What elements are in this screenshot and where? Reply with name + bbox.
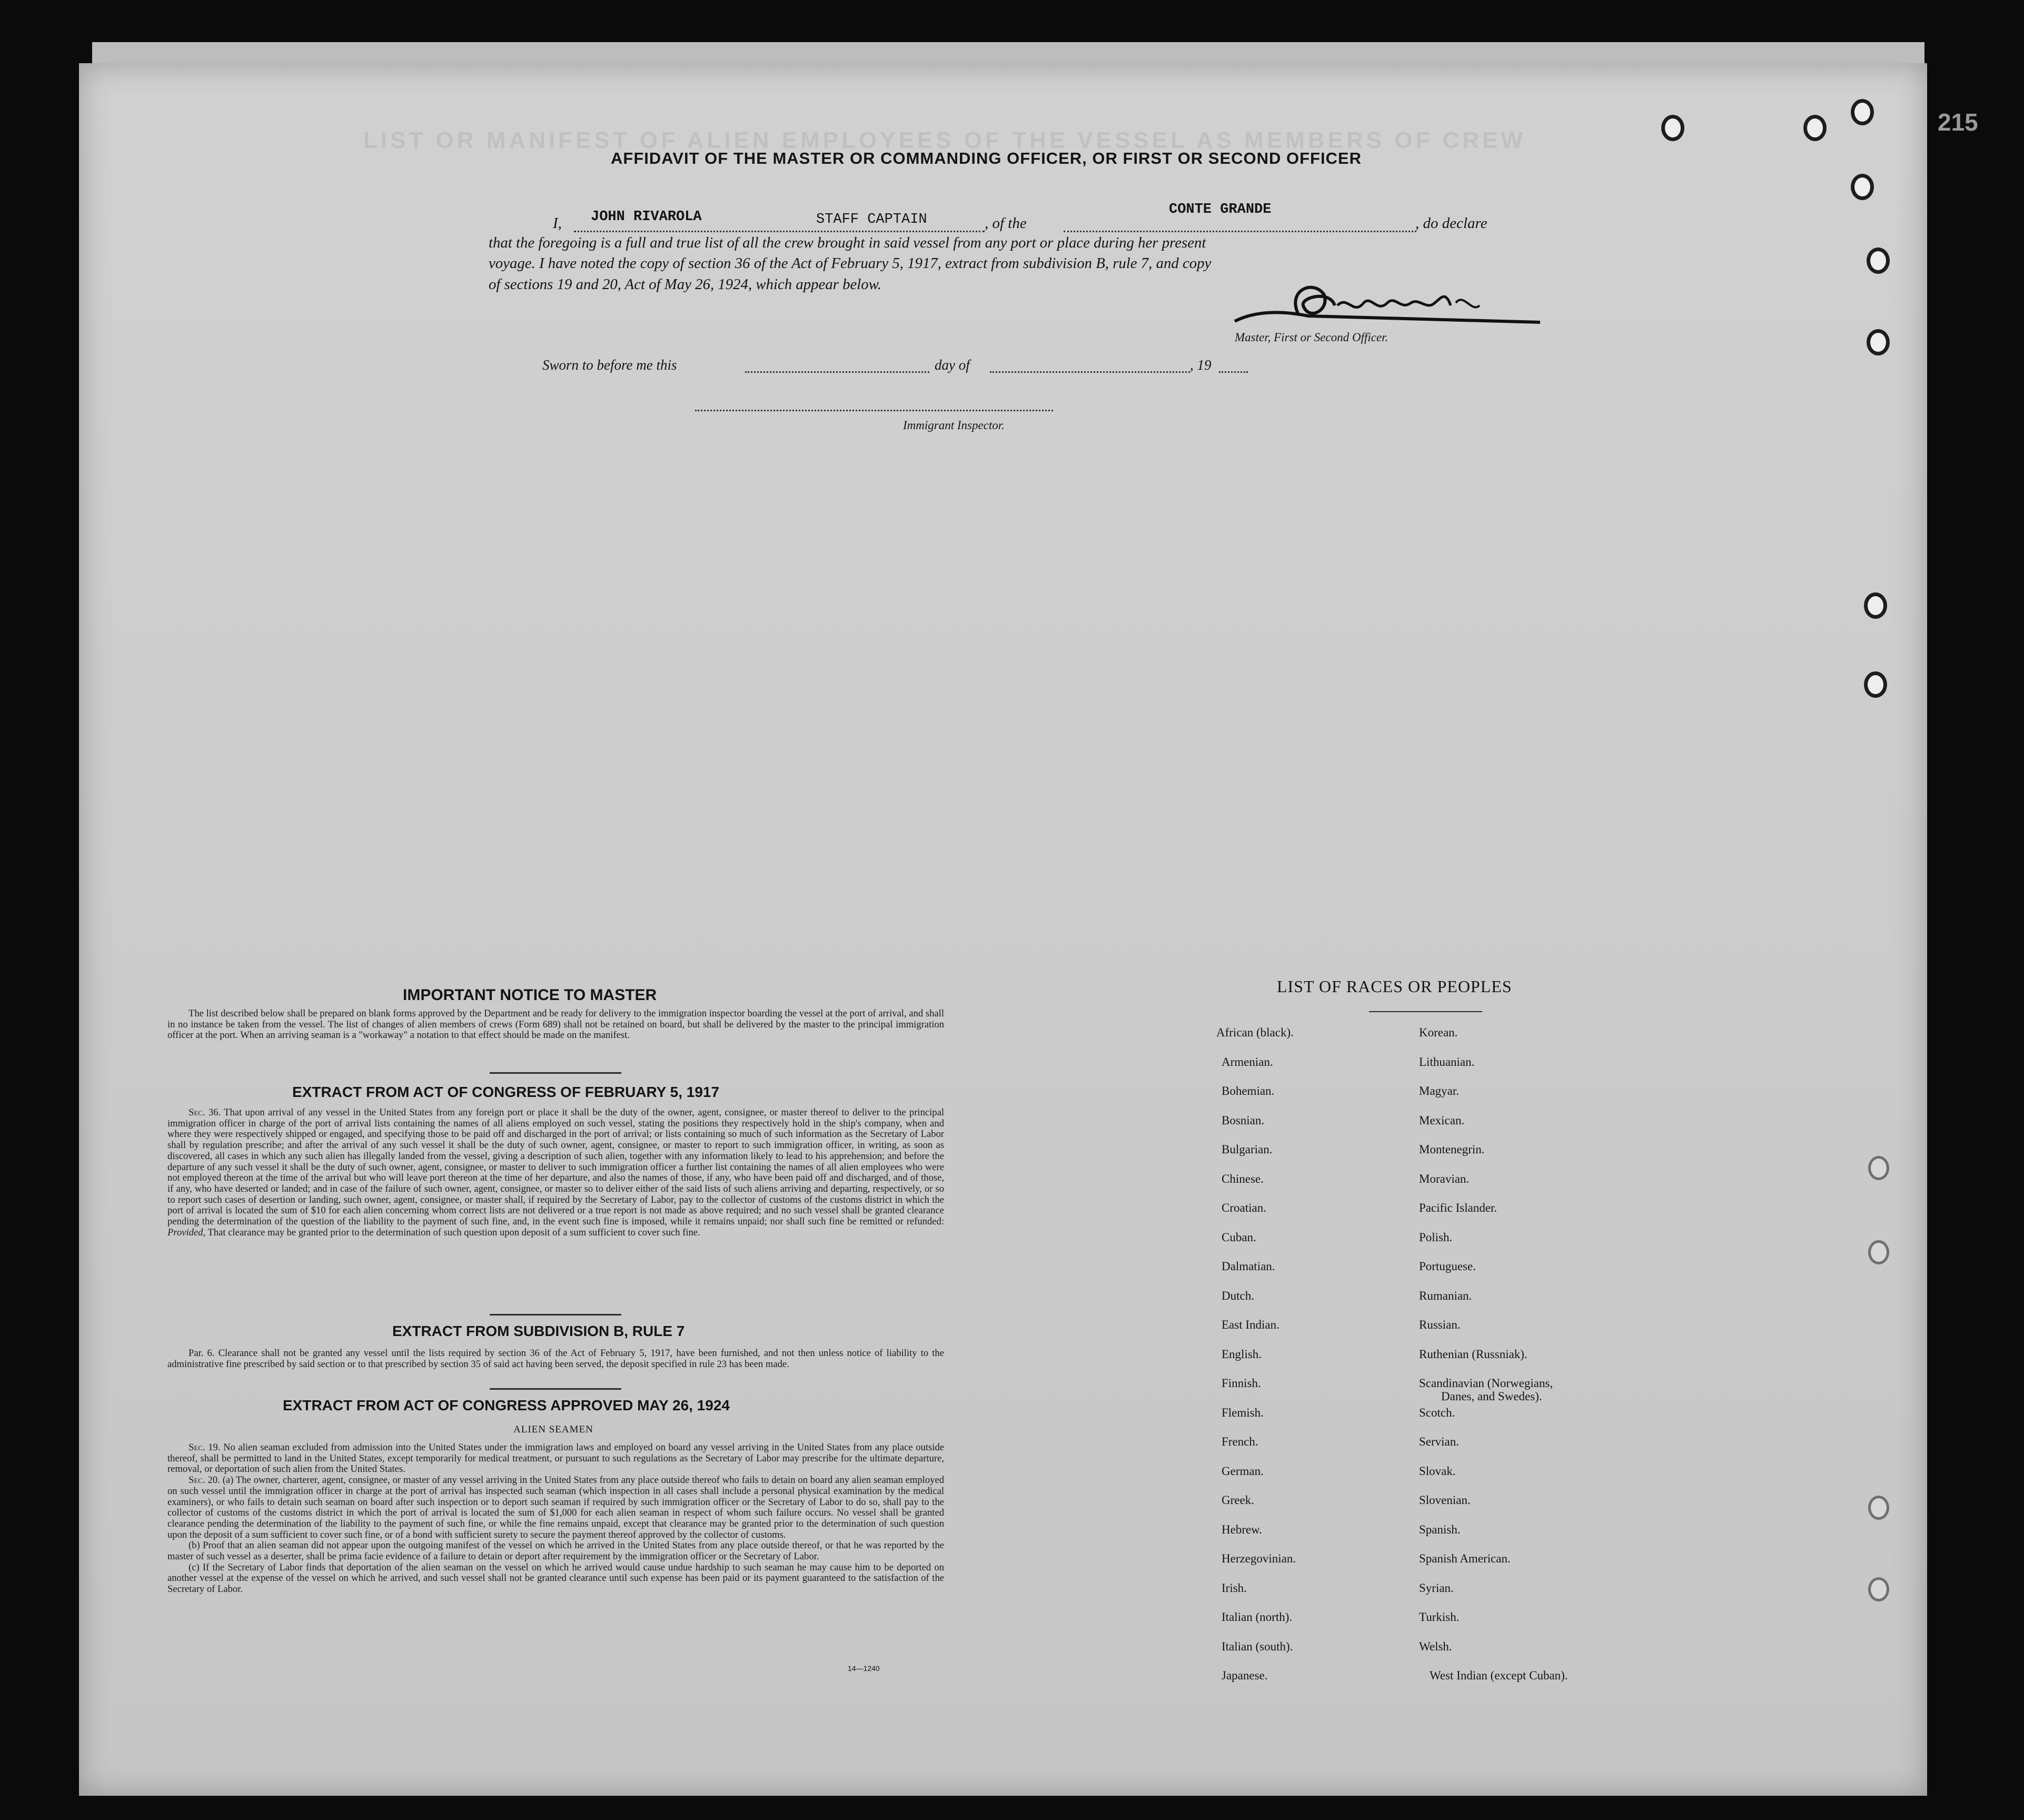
officer-signature bbox=[1224, 274, 1551, 332]
punch-hole-icon bbox=[1868, 1240, 1889, 1264]
race-item: English. bbox=[1222, 1347, 1262, 1361]
race-item: Herzegovinian. bbox=[1222, 1552, 1296, 1565]
race-item: Chinese. bbox=[1222, 1172, 1264, 1185]
race-item: Scandinavian (Norwegians, bbox=[1419, 1377, 1553, 1390]
race-item: French. bbox=[1222, 1435, 1258, 1448]
race-item: Servian. bbox=[1419, 1435, 1460, 1448]
bleed-through-header: LIST OR MANIFEST OF ALIEN EMPLOYEES OF THE VESSEL AS MEMBERS OF CREW bbox=[363, 127, 1526, 153]
punch-hole-icon bbox=[1868, 1496, 1889, 1520]
race-item: Rumanian. bbox=[1419, 1289, 1472, 1302]
race-item: Danes, and Swedes). bbox=[1441, 1390, 1542, 1403]
section-divider bbox=[490, 1072, 621, 1074]
affidavit-i-label: I, bbox=[553, 215, 562, 232]
inspector-label: Immigrant Inspector. bbox=[903, 419, 1005, 432]
punch-hole-icon bbox=[1864, 671, 1887, 698]
sworn-day-line bbox=[745, 371, 929, 373]
section-19-label: Sec. 19. bbox=[188, 1442, 221, 1453]
of-the-label: , of the bbox=[985, 215, 1027, 232]
punch-hole-icon bbox=[1851, 174, 1874, 200]
race-item: Bohemian. bbox=[1222, 1084, 1275, 1097]
section-36-label: Sec. 36. bbox=[188, 1107, 221, 1118]
race-item: Magyar. bbox=[1419, 1084, 1460, 1097]
section-36-body: That upon arrival of any vessel in the United States from any foreign port or place it shall be the duty of the owner, agent, consignee, or master thereof to deliver to the principal immigration officer in charge of the port of arrival lists containing the names of all aliens employed on such vessel, stating the positions they respectively hold in the ship's company, when and where they were respectively shipped or engaged, and specifying those to be paid off and discharged in the port of arrival; or lists containing so much of such information as the Secretary of Labor shall by regulation prescribe; and after the arrival of any such vessel it shall be the duty of such owner, agent, consignee, or master to report to such immigration officer, in writing, as soon as discovered, all cases in which any such alien has illegally landed from the vessel, giving a description of such alien, together with any information likely to lead to his apprehension; and before the departure of any such vessel it shall be the duty of such owner, agent, consignee, or master to deliver to such immigration officer a further list containing the names of all alien employees who were not employed thereon at the time of the arrival but who will leave port thereon at the time of her departure, and also the names of those, if any, who have been paid off and discharged, and of those, if any, who have deserted or landed; and in case of the failure of such owner, agent, consignee, or master so to deliver either of the said lists of such aliens arriving and departing, respectively, or so to report such cases of desertion or landing, such owner, agent, consignee, or master shall, if required by the Secretary of Labor, pay to the collector of customs of the customs district in which the port of arrival is located the sum of $10 for each alien concerning whom correct lists are not delivered or a true report is not made as above required; and no such vessel shall be granted clearance pending the determination of the question of the liability to the payment of such fine, and, in the event such fine is imposed, while it remains unpaid; nor shall such fine be remitted or refunded: bbox=[167, 1107, 944, 1228]
notice-text bbox=[167, 1008, 944, 1041]
race-item: Ruthenian (Russniak). bbox=[1419, 1347, 1527, 1361]
day-of-label: day of bbox=[935, 357, 970, 373]
race-item: Greek. bbox=[1222, 1493, 1254, 1507]
punch-hole-icon bbox=[1851, 99, 1874, 125]
vessel-name: CONTE GRANDE bbox=[1169, 202, 1272, 217]
race-item: East Indian. bbox=[1222, 1318, 1279, 1331]
race-item: Cuban. bbox=[1222, 1230, 1256, 1244]
section-divider bbox=[490, 1314, 621, 1315]
section-20a-paragraph bbox=[167, 1475, 944, 1540]
race-item: Bulgarian. bbox=[1222, 1143, 1273, 1156]
race-item: Welsh. bbox=[1419, 1639, 1452, 1653]
race-item: Dalmatian. bbox=[1222, 1260, 1275, 1273]
race-item: Dutch. bbox=[1222, 1289, 1254, 1302]
race-item: Spanish. bbox=[1419, 1522, 1461, 1536]
race-item: Spanish American. bbox=[1419, 1552, 1511, 1565]
race-item: Armenian. bbox=[1222, 1055, 1273, 1069]
do-declare-label: , do declare bbox=[1415, 215, 1487, 232]
race-item: Russian. bbox=[1419, 1318, 1461, 1331]
extract-1917-text bbox=[167, 1107, 944, 1238]
race-item: Syrian. bbox=[1419, 1581, 1454, 1595]
vessel-field-line bbox=[1064, 231, 1416, 232]
race-item: Mexican. bbox=[1419, 1113, 1465, 1127]
sworn-month-line bbox=[990, 371, 1190, 373]
extract-1917-title: EXTRACT FROM ACT OF CONGRESS OF FEBRUARY 5, 1917 bbox=[292, 1084, 720, 1100]
affidavit-line-4: of sections 19 and 20, Act of May 26, 1924, which appear below. bbox=[489, 276, 881, 293]
race-item: West Indian (except Cuban). bbox=[1430, 1669, 1568, 1682]
race-item: Scotch. bbox=[1419, 1406, 1455, 1419]
race-item: Hebrew. bbox=[1222, 1522, 1263, 1536]
section-19-paragraph bbox=[167, 1442, 944, 1475]
sworn-label: Sworn to before me this bbox=[542, 357, 677, 373]
race-item: Irish. bbox=[1222, 1581, 1247, 1595]
year-label: , 19 bbox=[1190, 357, 1212, 373]
race-item: Turkish. bbox=[1419, 1610, 1460, 1624]
race-item: Lithuanian. bbox=[1419, 1055, 1475, 1069]
race-item: Korean. bbox=[1419, 1026, 1458, 1039]
extract-1924-title: EXTRACT FROM ACT OF CONGRESS APPROVED MAY 26, 1924 bbox=[283, 1397, 730, 1413]
race-item: Polish. bbox=[1419, 1230, 1453, 1244]
section-20a-body: (a) The owner, charterer, agent, consignee, or master of any vessel arriving in the United States from any place outside thereof who fails to detain on board any alien seaman employed on such vessel until the immigration officer in charge at the port of arrival has inspected such seaman (which inspection in all cases shall include a personal physical examination by the medical examiners), or who fails to detain such seaman on board after such inspection or to deport such seaman if required by such immigration officer or the Secretary of Labor to do so, shall pay to the collector of customs of the customs district in which the port of arrival is located the sum of $1,000 for each alien seaman in respect of whom such failure occurs. No vessel shall be granted clearance pending the determination of the liability to the payment of such fine, or while the fine remains unpaid, except that clearance may be granted prior to the determination of such question upon the deposit of a sum sufficient to cover such fine, or of a bond with sufficient surety to secure the payment thereof approved by the collector of customs. bbox=[167, 1475, 944, 1540]
page-number: 215 bbox=[1938, 108, 1978, 136]
punch-hole-icon bbox=[1661, 115, 1684, 141]
race-item: Croatian. bbox=[1222, 1201, 1266, 1214]
punch-hole-icon bbox=[1868, 1156, 1889, 1180]
affidavit-title: AFFIDAVIT OF THE MASTER OR COMMANDING OFFICER, OR FIRST OR SECOND OFFICER bbox=[611, 149, 1362, 167]
extract-rule7-title: EXTRACT FROM SUBDIVISION B, RULE 7 bbox=[392, 1323, 685, 1339]
affidavit-line-2: that the foregoing is a full and true list of all the crew brought in said vessel from any port or place during her present bbox=[489, 234, 1206, 251]
race-item: Montenegrin. bbox=[1419, 1143, 1485, 1156]
race-item: African (black). bbox=[1216, 1026, 1294, 1039]
section-36-body-end: That clearance may be granted prior to the determination of such question upon deposit of a sum sufficient to cover such fine. bbox=[207, 1226, 700, 1238]
section-divider bbox=[490, 1388, 621, 1390]
race-item: Portuguese. bbox=[1419, 1260, 1476, 1273]
races-title: LIST OF RACES OR PEOPLES bbox=[1277, 977, 1512, 996]
race-item: Finnish. bbox=[1222, 1377, 1261, 1390]
affidavit-line-3: voyage. I have noted the copy of section 36 of the Act of February 5, 1917, extract from subdivision B, rule 7, and copy bbox=[489, 255, 1212, 272]
inspector-signature-line bbox=[695, 410, 1053, 411]
section-20b-paragraph: (b) Proof that an alien seaman did not appear upon the outgoing manifest of the vessel on which he arrived in the United States from any place outside thereof, or that he was reported by the master of such vessel as a deserter, shall be prima facie evidence of a failure to detain or deport after requirement by the immigration officer or the Secretary of Labor. bbox=[167, 1540, 944, 1562]
alien-seamen-subtitle: ALIEN SEAMEN bbox=[513, 1424, 593, 1435]
race-item: Moravian. bbox=[1419, 1172, 1470, 1185]
sworn-year-line bbox=[1219, 371, 1248, 373]
signature-label: Master, First or Second Officer. bbox=[1235, 331, 1388, 344]
form-number: 14—1240 bbox=[848, 1664, 880, 1673]
section-36-paragraph bbox=[167, 1107, 944, 1238]
rule7-paragraph: Par. 6. Clearance shall not be granted any vessel until the lists required by section 36 of the Act of February 5, 1917, have been furnished, and not then unless notice of liability to the administrative fine prescribed by said section or to that prescribed by section 35 of said act having been served, the deposit specified in rule 23 has been made. bbox=[167, 1348, 944, 1370]
race-item: Slovak. bbox=[1419, 1464, 1456, 1478]
section-20-label: Sec. 20. bbox=[188, 1475, 220, 1486]
races-divider bbox=[1369, 1011, 1482, 1012]
race-item: Italian (south). bbox=[1222, 1639, 1293, 1653]
race-item: Slovenian. bbox=[1419, 1493, 1471, 1507]
race-item: Flemish. bbox=[1222, 1406, 1264, 1419]
provided-word: Provided, bbox=[167, 1226, 206, 1238]
section-20c-paragraph: (c) If the Secretary of Labor finds that deportation of the alien seaman on the vessel on which he arrived would cause undue hardship to such seaman he may cause him to be deported on another vessel at the expense of the vessel on which he arrived, and such vessel shall not be granted clearance until such expense has been paid or its payment guaranteed to the satisfaction of the Secretary of Labor. bbox=[167, 1561, 944, 1595]
section-19-body: No alien seaman excluded from admission into the United States under the immigration laws and employed on board any vessel arriving in the United States from any place outside thereof, shall be permitted to land in the United States, except temporarily for medical treatment, or pursuant to such regulations as the Secretary of Labor may prescribe for the ultimate departure, removal, or deportation of such alien from the United States. bbox=[167, 1442, 945, 1475]
officer-name: JOHN RIVAROLA bbox=[591, 209, 702, 225]
race-item: Bosnian. bbox=[1222, 1113, 1265, 1127]
notice-paragraph: The list described below shall be prepared on blank forms approved by the Department and be ready for delivery to the immigration inspector boarding the vessel at the port of arrival, and shall in no instance be taken from the vessel. The list of changes of alien members of crews (Form 689) shall not be retained on board, but shall be delivered by the master to the principal immigration officer at the port. When an arriving seaman is a "workaway" a notation to that effect should be made on the manifest. bbox=[167, 1008, 944, 1041]
punch-hole-icon bbox=[1867, 329, 1890, 355]
punch-hole-icon bbox=[1867, 248, 1890, 274]
punch-hole-icon bbox=[1864, 592, 1887, 619]
extract-rule7-text bbox=[167, 1348, 944, 1370]
race-item: Italian (north). bbox=[1222, 1610, 1293, 1624]
race-item: German. bbox=[1222, 1464, 1264, 1478]
race-item: Japanese. bbox=[1222, 1669, 1268, 1682]
officer-rank: STAFF CAPTAIN bbox=[816, 212, 927, 228]
punch-hole-icon bbox=[1868, 1577, 1889, 1601]
notice-title: IMPORTANT NOTICE TO MASTER bbox=[403, 986, 657, 1004]
punch-hole-icon bbox=[1803, 115, 1827, 141]
race-item: Pacific Islander. bbox=[1419, 1201, 1497, 1214]
name-field-line bbox=[574, 231, 985, 232]
extract-1924-text bbox=[167, 1442, 944, 1595]
